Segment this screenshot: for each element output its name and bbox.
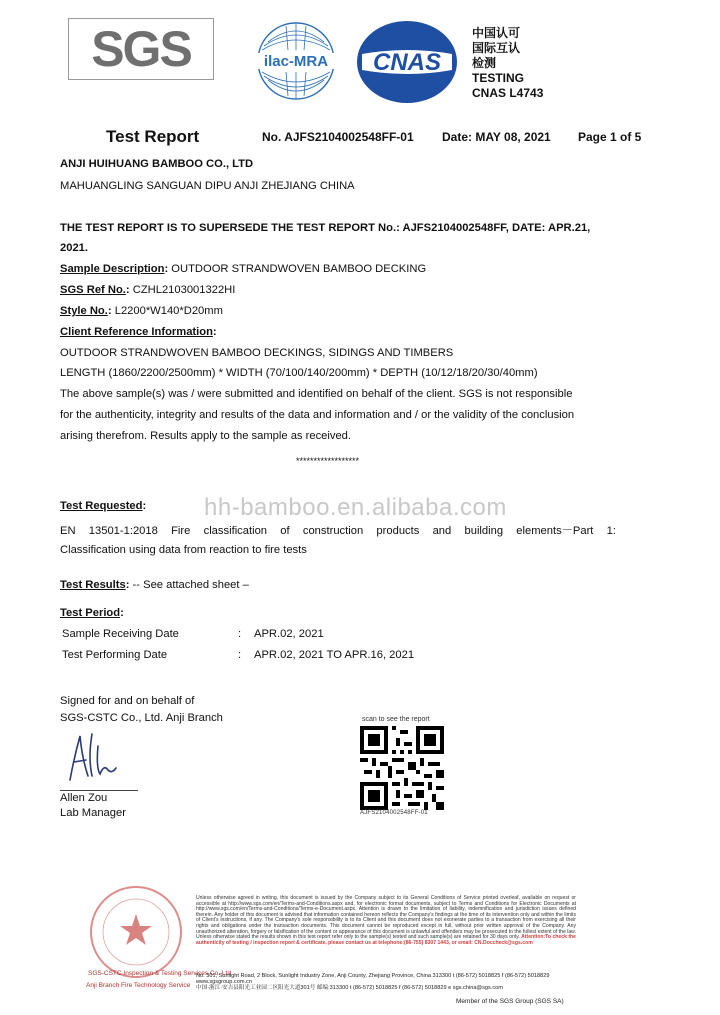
performing-date-value: APR.02, 2021 TO APR.16, 2021 [254,649,415,661]
cert-line: 中国认可 [472,26,521,40]
client-ref-label: Client Reference Information [60,326,213,338]
client-ref-line-2: LENGTH (1860/2200/2500mm) * WIDTH (70/100/140/200mm) * DEPTH (10/12/18/20/30/40mm) [60,367,538,379]
test-results: Test Results: -- See attached sheet – [60,579,249,591]
handwritten-signature [62,728,122,786]
sgs-logo [68,18,214,80]
qr-caption: scan to see the report [362,716,430,723]
style-no: Style No.: L2200*W140*D20mm [60,305,223,317]
colon: : [238,649,242,661]
cnas-text: CNAS [372,49,442,76]
official-seal [88,884,184,980]
qr-report-id: AJFS2104002548FF-01 [360,810,428,816]
report-number: No. AJFS2104002548FF-01 [262,130,414,144]
signing-company: SGS-CSTC Co., Ltd. Anji Branch [60,712,223,724]
member-of-group: Member of the SGS Group (SGS SA) [456,998,564,1005]
style-no-value: L2200*W140*D20mm [114,305,223,317]
seal-caption-2: Anji Branch Fire Technology Service [86,982,191,989]
cert-line: TESTING [472,71,525,85]
supersede-line-1: THE TEST REPORT IS TO SUPERSEDE THE TEST REPORT No.: AJFS2104002548FF, DATE: APR.21, [60,222,591,234]
colon: : [238,628,242,640]
seal-caption-1: SGS-CSTC Inspection & Testing Services Co. Ltd [88,970,231,977]
test-results-label: Test Results [60,579,126,591]
receiving-date-value: APR.02, 2021 [254,628,324,640]
performing-date-label: Test Performing Date [62,649,168,661]
disclaimer-line-2: for the authenticity, integrity and results of the data and information and / or the validity of the conclusion [60,409,575,421]
signature-line [60,790,138,791]
test-results-value: -- See attached sheet – [132,579,249,591]
watermark: hh-bamboo.en.alibaba.com [204,494,507,521]
cert-line: CNAS L4743 [472,86,544,100]
client-ref: Client Reference Information: [60,326,217,338]
supersede-line-2: 2021. [60,242,88,254]
style-no-label: Style No. [60,305,108,317]
cert-accreditation-text [472,26,543,101]
separator-stars: ****************** [296,456,360,466]
disclaimer-line-1: The above sample(s) was / were submitted and identified on behalf of the client. SGS is not responsible [60,388,573,400]
test-requested-line-1: EN 13501-1:2018 Fire classification of construction products and building elements－Part 1: [60,525,616,537]
footer-address-cn: 中国·浙江·安吉县阳光工业园二区阳光大道301号 邮编:313300 t (86-572) 5018825 f (86-572) 5018829 e sgs.china@sgs.com [196,985,503,991]
client-name: ANJI HUIHUANG BAMBOO CO., LTD [60,158,254,170]
test-requested-heading: Test Requested: [60,500,147,512]
report-title: Test Report [106,127,200,146]
cnas-logo [352,18,462,106]
test-period-label: Test Period [60,607,121,619]
cert-line: 国际互认 [472,41,521,55]
sgs-ref-value: CZHL2103001322HI [132,284,236,296]
test-requested-label: Test Requested [60,500,143,512]
ilac-mra-logo [250,20,342,102]
sgs-ref: SGS Ref No.: CZHL2103001322HI [60,284,236,296]
footer-address-en: No. 301, Sunlight Road, 2 Block, Sunlight Industry Zone, Anji County, Zhejiang Province, China 313300 t (86-572) 5018825 f (86-572) 5018829 www.sgsgroup.com.cn [196,973,550,985]
signed-on-behalf: Signed for and on behalf of [60,695,195,707]
report-date: Date: MAY 08, 2021 [442,130,551,144]
qr-code[interactable] [360,726,444,810]
sgs-ref-label: SGS Ref No. [60,284,126,296]
signer-title: Lab Manager [60,807,126,819]
client-ref-line-1: OUTDOOR STRANDWOVEN BAMBOO DECKINGS, SIDINGS AND TIMBERS [60,347,454,359]
ilac-text: ilac-MRA [263,53,329,70]
test-period-heading: Test Period: [60,607,124,619]
sgs-logo-text: SGS [91,21,191,77]
disclaimer-line-3: arising therefrom. Results apply to the sample as received. [60,430,352,442]
signer-name: Allen Zou [60,792,108,804]
cert-line: 检测 [472,56,497,70]
report-page: Page 1 of 5 [578,130,642,144]
footer-terms [196,896,576,946]
test-requested-line-2: Classification using data from reaction to fire tests [60,544,307,556]
client-address: MAHUANGLING SANGUAN DIPU ANJI ZHEJIANG CHINA [60,180,355,192]
footer-attention: Attention:To check the authenticity of testing / inspection report & certificate, please contact us at telephone:(86-755) 8307 1443, or email: CN.Doccheck@sgs.com [196,934,576,946]
sample-description-label: Sample Description [60,263,165,275]
sample-description: Sample Description: OUTDOOR STRANDWOVEN BAMBOO DECKING [60,263,427,275]
sample-description-value: OUTDOOR STRANDWOVEN BAMBOO DECKING [171,263,427,275]
footer-terms-text: Unless otherwise agreed in writing, this document is issued by the Company subject to its General Conditions of Service printed overleaf, available on request or accessible at http://www.sgs.com/en/Terms-and-Conditions.aspx and, for electronic format documents, subject to Terms and Conditions for Electronic Documents at http://www.sgs.com/en/Terms-and-Conditions/Terms-e-Document.aspx. Attention is drawn to the limitation of liability, indemnification and jurisdiction issues defined therein. Any holder of this document is advised that information contained hereon reflects the Company's findings at the time of its intervention only and within the limits of Client's instructions, if any. The Company's sole responsibility is to its Client and this document does not exonerate parties to a transaction from exercising all their rights and obligations under the transaction documents. This document cannot be reproduced except in full, without prior written approval of the Company. Any unauthorized alteration, forgery or falsification of the content or appearance of this document is unlawful and offenders may be prosecuted to the fullest extent of the law. Unless otherwise stated the results shown in this test report refer only to the sample(s) tested and such sample(s) are retained for 30 days only. [196,895,576,941]
receiving-date-label: Sample Receiving Date [62,628,179,640]
